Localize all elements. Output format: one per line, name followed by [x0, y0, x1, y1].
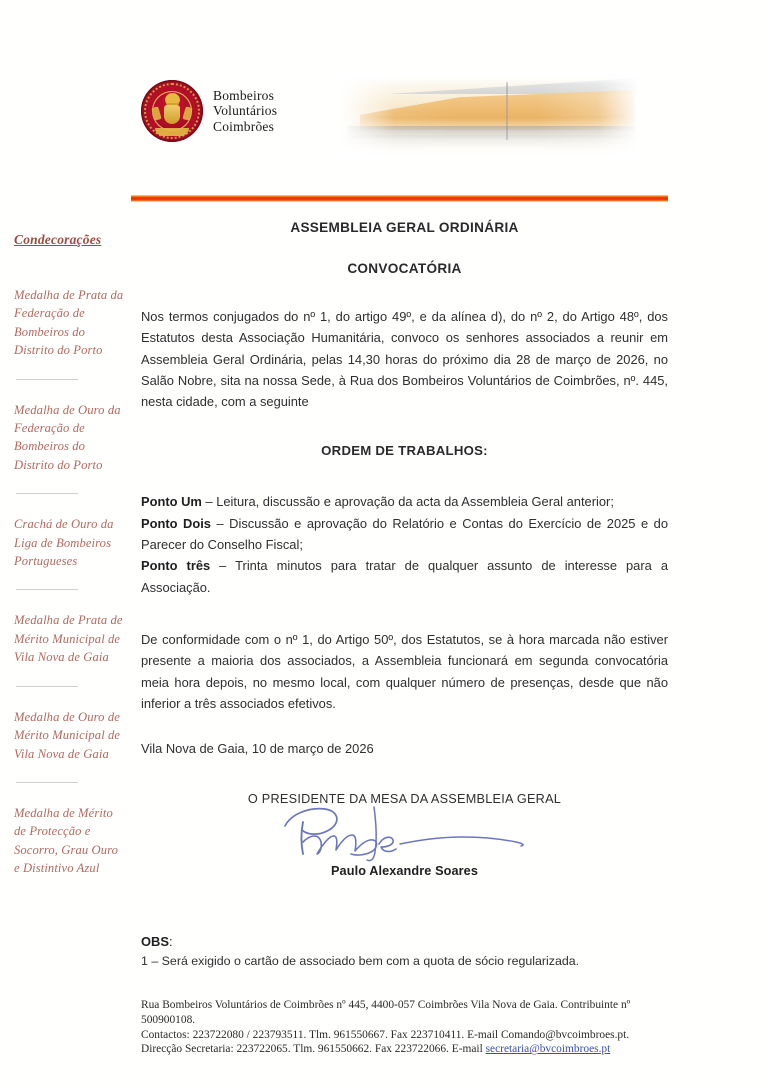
agenda-item-label: Ponto Um: [141, 494, 202, 510]
observations-block: [141, 934, 668, 971]
org-name-line-1: Bombeiros: [213, 87, 275, 103]
second-convocation-paragraph: De conformidade com o nº 1, do Artigo 50º, dos Estatutos, se à hora marcada não estiver presente a maioria dos associados, a Assembleia funcionará em segunda convocatória meia hora depois, no mesmo local, com qualquer número de presenças, desde que não inferior a três associados efetivos.: [141, 631, 668, 711]
intro-paragraph: Nos termos conjugados do nº 1, do artigo 49º, e da alínea d), do nº 2, do Artigo 48º, dos Estatutos desta Associação Humanitária, convoco os senhores associados a reunir em Assembleia Geral Ordinária, pelas 14,30 horas do próximo dia 28 de março de 2026, no Salão Nobre, sita na nossa Sede, à Rua dos Bombeiros Voluntários de Coimbrões, nº. 445, nesta cidade, com a seguinte: [141, 309, 668, 410]
agenda-item: [141, 555, 668, 598]
agenda-item-text: – Trinta minutos para tratar de qualquer assunto de interesse para a Associação.: [141, 558, 668, 595]
decoration-separator: [16, 589, 78, 590]
footer-address-line: Rua Bombeiros Voluntários de Coimbrões nº 445, 4400-057 Coimbrões Vila Nova de Gaia. Contribuinte nº 500900108.: [141, 999, 631, 1027]
decoration-item: Medalha de Ouro da Federação de Bombeiros do Distrito do Porto: [14, 402, 121, 472]
page-title: ASSEMBLEIA GERAL ORDINÁRIA: [290, 220, 519, 235]
organization-name: [213, 88, 277, 135]
fire-station-building-photo: [340, 72, 640, 160]
decoration-item: Medalha de Prata da Federação de Bombeiros do Distrito do Porto: [14, 288, 124, 358]
observations-label: [141, 934, 668, 949]
secretaria-email-link[interactable]: secretaria@bvcoimbroes.pt: [485, 1043, 611, 1056]
document-body: [141, 220, 668, 1057]
observations-note: 1 – Será exigido o cartão de associado bem com a quota de sócio regularizada.: [141, 954, 580, 969]
obs-label-colon: :: [168, 934, 173, 950]
footer-contacts-line: Contactos: 223722080 / 223793511. Tlm. 961550667. Fax 223710411. E-mail Comando@bvcoimbroes.pt.: [141, 1028, 630, 1041]
letterhead-header: [0, 0, 768, 180]
footer-secretariat-text: Direcção Secretaria: 223722065. Tlm. 961550662. Fax 223722066. E-mail: [141, 1043, 486, 1056]
org-name-line-3: Coimbrões: [213, 118, 275, 134]
signature-block: [141, 792, 668, 878]
bombeiros-crest-icon: [141, 80, 203, 142]
footer-contact-info: [141, 998, 668, 1056]
handwritten-signature: [141, 806, 668, 864]
agenda-list: [141, 491, 668, 597]
org-name-line-2: Voluntários: [213, 103, 278, 119]
decoration-item: Medalha de Ouro de Mérito Municipal de Vila Nova de Gaia: [14, 709, 121, 761]
decoration-separator: [16, 379, 78, 380]
decoration-item: Crachá de Ouro da Liga de Bombeiros Portugueses: [14, 517, 114, 569]
agenda-item: [141, 491, 668, 512]
signatory-role: O PRESIDENTE DA MESA DA ASSEMBLEIA GERAL: [247, 792, 562, 807]
red-divider-rule: [131, 195, 668, 202]
decoration-separator: [16, 782, 78, 783]
decorations-sidebar: [14, 232, 126, 878]
decorations-heading: Condecorações: [14, 232, 102, 247]
agenda-item-text: – Discussão e aprovação do Relatório e Contas do Exercício de 2025 e do Parecer do Conselho Fiscal;: [141, 515, 668, 553]
decoration-separator: [16, 493, 78, 494]
decoration-separator: [16, 686, 78, 687]
document-subtitle: CONVOCATÓRIA: [347, 261, 462, 276]
obs-label-text: OBS: [141, 934, 169, 950]
agenda-heading: ORDEM DE TRABALHOS:: [321, 443, 488, 459]
decoration-item: Medalha de Mérito de Protecção e Socorro, Grau Ouro e Distintivo Azul: [14, 805, 119, 876]
agenda-item-text: – Leitura, discussão e aprovação da acta da Assembleia Geral anterior;: [201, 494, 614, 510]
agenda-item-label: Ponto Dois: [141, 515, 211, 531]
footer-secretariat-line: [141, 1042, 668, 1057]
agenda-item-label: Ponto três: [141, 558, 211, 574]
agenda-item: [141, 513, 668, 556]
date-line: Vila Nova de Gaia, 10 de março de 2026: [141, 741, 374, 757]
signatory-name: Paulo Alexandre Soares: [331, 864, 478, 879]
decoration-item: Medalha de Prata de Mérito Municipal de Vila Nova de Gaia: [14, 613, 123, 665]
organization-identity: [141, 80, 277, 142]
